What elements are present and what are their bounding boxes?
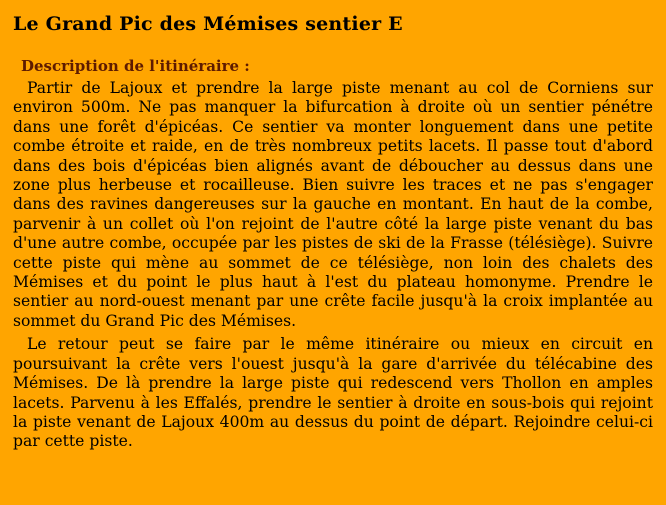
- page-title: Le Grand Pic des Mémises sentier E: [13, 13, 403, 35]
- itinerary-paragraph-return: Le retour peut se faire par le même itinéraire ou mieux en circuit en poursuivant la crête vers l'ouest jusqu'à la gare d'arrivée du télécabine des Mémises. De là prendre la large piste qui redescend vers Thollon en amples lacets. Parvenu à les Effalés, prendre le sentier à droite en sous-bois qui rejoint la piste venant de Lajoux 400m au dessus du point de départ. Rejoindre celui-ci par cette piste.: [13, 335, 653, 451]
- itinerary-description-heading: Description de l'itinéraire :: [21, 57, 250, 75]
- itinerary-paragraph-ascent: Partir de Lajoux et prendre la large piste menant au col de Corniens sur environ 500m. Ne pas manquer la bifurcation à droite où un sentier pénétre dans une forêt d'épicéas. Ce sentier va monter longuement dans une petite combe étroite et raide, en de très nombreux petits lacets. Il passe tout d'abord dans des bois d'épicéas bien alignés avant de déboucher au dessus dans une zone plus herbeuse et rocailleuse. Bien suivre les traces et ne pas s'engager dans des ravines dangereuses sur la gauche en montant. En haut de la combe, parvenir à un collet où l'on rejoint de l'autre côté la large piste venant du bas d'une autre combe, occupée par les pistes de ski de la Frasse (télésiège). Suivre cette piste qui mène au sommet de ce télésiège, non loin des chalets des Mémises et du point le plus haut à l'est du plateau homonyme. Prendre le sentier au nord-ouest menant par une crête facile jusqu'à la croix implantée au sommet du Grand Pic des Mémises.: [13, 79, 653, 330]
- itinerary-text-block: [13, 79, 653, 452]
